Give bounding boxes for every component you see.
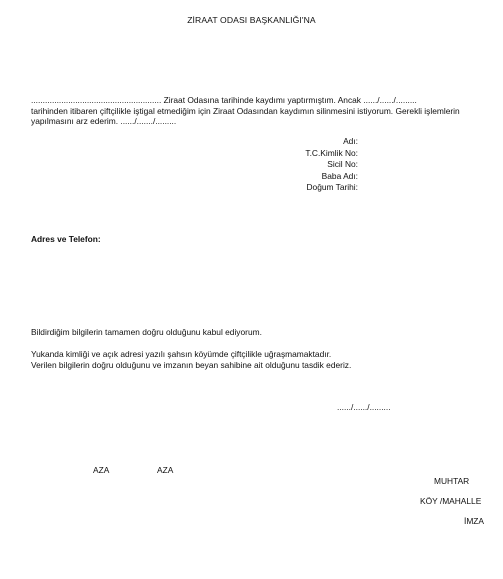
field-tc-kimlik-no: T.C.Kimlik No: <box>305 147 358 158</box>
document-title: ZİRAAT ODASI BAŞKANLIĞI'NA <box>187 15 316 25</box>
request-line-1: ........................................................ Ziraat Odasına tarihinde kaydımı yaptırmıştım. Ancak ....../....../......... <box>31 95 417 105</box>
muhtar-label: MUHTAR <box>434 476 470 486</box>
koy-mahalle-label: KÖY /MAHALLE <box>420 496 482 506</box>
request-paragraph <box>31 95 476 127</box>
certification-line-2: Verilen bilgilerin doğru olduğunu ve imzanın beyan sahibine ait olduğunu tasdik ederiz. <box>31 359 352 370</box>
certification-line-1: Yukanda kimliği ve açık adresi yazılı şahsın köyümde çiftçilikle uğraşmamaktadır. <box>31 349 332 359</box>
field-baba-adi: Baba Adı: <box>321 170 358 181</box>
request-line-2: tarihinden itibaren çiftçilikle iştigal etmediğim için Ziraat Odasından kaydımın silinmesini istiyorum. Gerekli işlemlerin <box>31 105 460 116</box>
acceptance-statement: Bildirdiğim bilgilerin tamamen doğru olduğunu kabul ediyorum. <box>31 327 262 337</box>
field-name: Adı: <box>343 136 358 146</box>
aza-signature-1: AZA <box>93 465 110 475</box>
certification-paragraph <box>31 349 476 370</box>
request-line-3: yapılmasını arz ederim. ....../......./......... <box>31 116 177 127</box>
field-sicil-no: Sicil No: <box>327 159 358 170</box>
personal-info-fields <box>240 136 358 194</box>
field-dogum-tarihi: Doğum Tarihi: <box>306 182 358 193</box>
date-line: ....../....../......... <box>337 402 391 412</box>
address-phone-label: Adres ve Telefon: <box>31 234 101 244</box>
aza-signature-2: AZA <box>157 465 174 475</box>
imza-label: İMZA <box>464 516 485 526</box>
